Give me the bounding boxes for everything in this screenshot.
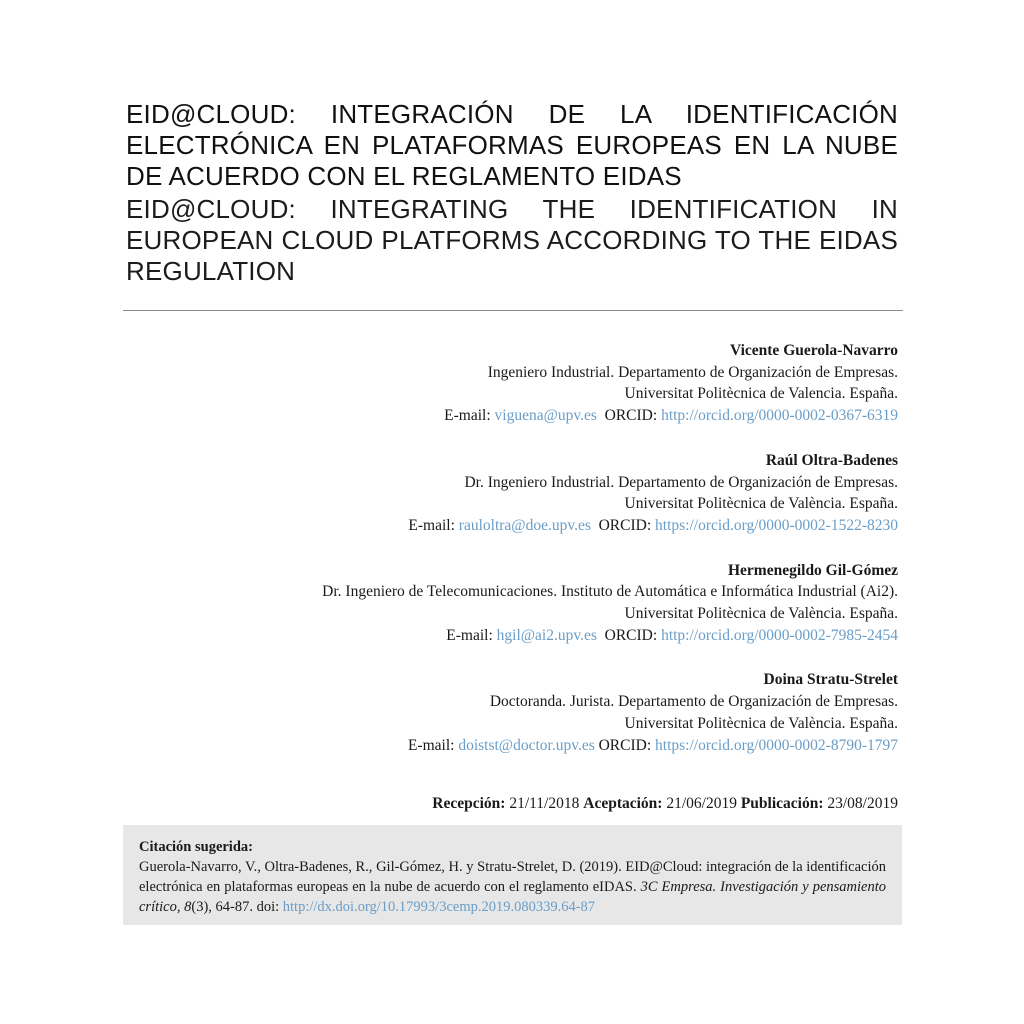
author-name: Vicente Guerola-Navarro [729, 342, 898, 359]
citation-text [139, 857, 886, 917]
title-divider [123, 310, 903, 311]
orcid-label: ORCID: [598, 516, 656, 534]
citation-journal: 3C Empresa. Investigación y pensamiento crítico, 8 [139, 879, 886, 915]
author-entry [126, 669, 898, 756]
citation-reference: Guerola-Navarro, V., Oltra-Badenes, R., Gil-Gómez, H. y Stratu-Strelet, D. (2019). EID@Cloud: integración de la identificación electrónica en plataformas europeas en la nube de acuerdo con el reglamento eIDAS. [139, 859, 886, 895]
reception-date: 21/11/2018 [509, 795, 580, 812]
email-link[interactable]: hgil@ai2.upv.es [496, 626, 597, 644]
email-label: E-mail: [408, 516, 459, 534]
author-affiliation: Doctoranda. Jurista. Departamento de Organización de Empresas. [489, 693, 898, 711]
publication-dates [126, 793, 898, 814]
author-contact [126, 735, 898, 757]
author-contact [126, 625, 898, 647]
orcid-label: ORCID: [604, 626, 662, 644]
orcid-link[interactable]: https://orcid.org/0000-0002-8790-1797 [655, 736, 898, 754]
email-label: E-mail: [446, 626, 497, 644]
author-entry [126, 450, 898, 537]
author-name: Doina Stratu-Strelet [763, 671, 898, 689]
citation-heading: Citación sugerida: [139, 839, 253, 855]
author-list [126, 340, 898, 779]
author-affiliation: Dr. Ingeniero Industrial. Departamento de Organización de Empresas. [464, 473, 898, 491]
publication-date: 23/08/2019 [827, 795, 898, 812]
author-entry [126, 560, 898, 647]
author-name: Raúl Oltra-Badenes [765, 451, 898, 469]
suggested-citation-box [123, 825, 902, 925]
acceptance-label: Aceptación: [583, 795, 663, 812]
acceptance-date: 21/06/2019 [666, 795, 737, 812]
publication-label: Publicación: [740, 795, 824, 812]
reception-label: Recepción: [432, 795, 506, 812]
author-institution: Universitat Politècnica de València. España. [624, 495, 898, 513]
author-name: Hermenegildo Gil-Gómez [727, 561, 898, 579]
doi-link[interactable]: http://dx.doi.org/10.17993/3cemp.2019.080339.64-87 [282, 899, 596, 915]
email-link[interactable]: viguena@upv.es [494, 407, 597, 425]
author-contact [126, 515, 898, 537]
email-label: E-mail: [444, 407, 495, 425]
email-label: E-mail: [407, 736, 459, 754]
author-institution: Universitat Politècnica de València. España. [624, 605, 898, 623]
author-institution: Universitat Politècnica de València. España. [624, 714, 898, 732]
title-english: EID@CLOUD: INTEGRATING THE IDENTIFICATION IN EUROPEAN CLOUD PLATFORMS ACCORDING TO THE EIDAS REGULATION [126, 194, 898, 286]
author-affiliation: Ingeniero Industrial. Departamento de Organización de Empresas. [487, 363, 898, 381]
author-entry [126, 340, 898, 427]
email-link[interactable]: doistst@doctor.upv.es [458, 736, 595, 754]
orcid-link[interactable]: http://orcid.org/0000-0002-0367-6319 [661, 407, 898, 425]
author-affiliation: Dr. Ingeniero de Telecomunicaciones. Instituto de Automática e Informática Industrial (Ai2). [322, 583, 898, 601]
orcid-link[interactable]: https://orcid.org/0000-0002-1522-8230 [655, 516, 898, 534]
orcid-label: ORCID: [598, 736, 656, 754]
author-institution: Universitat Politècnica de Valencia. España. [624, 385, 898, 403]
orcid-label: ORCID: [604, 407, 662, 425]
citation-issue-pages: (3), 64-87. doi: [191, 899, 283, 915]
author-contact [126, 405, 898, 427]
email-link[interactable]: rauloltra@doe.upv.es [458, 516, 591, 534]
orcid-link[interactable]: http://orcid.org/0000-0002-7985-2454 [661, 626, 898, 644]
title-block [126, 99, 898, 287]
title-spanish: EID@CLOUD: INTEGRACIÓN DE LA IDENTIFICACIÓN ELECTRÓNICA EN PLATAFORMAS EUROPEAS EN LA NUBE DE ACUERDO CON EL REGLAMENTO EIDAS [126, 99, 898, 191]
